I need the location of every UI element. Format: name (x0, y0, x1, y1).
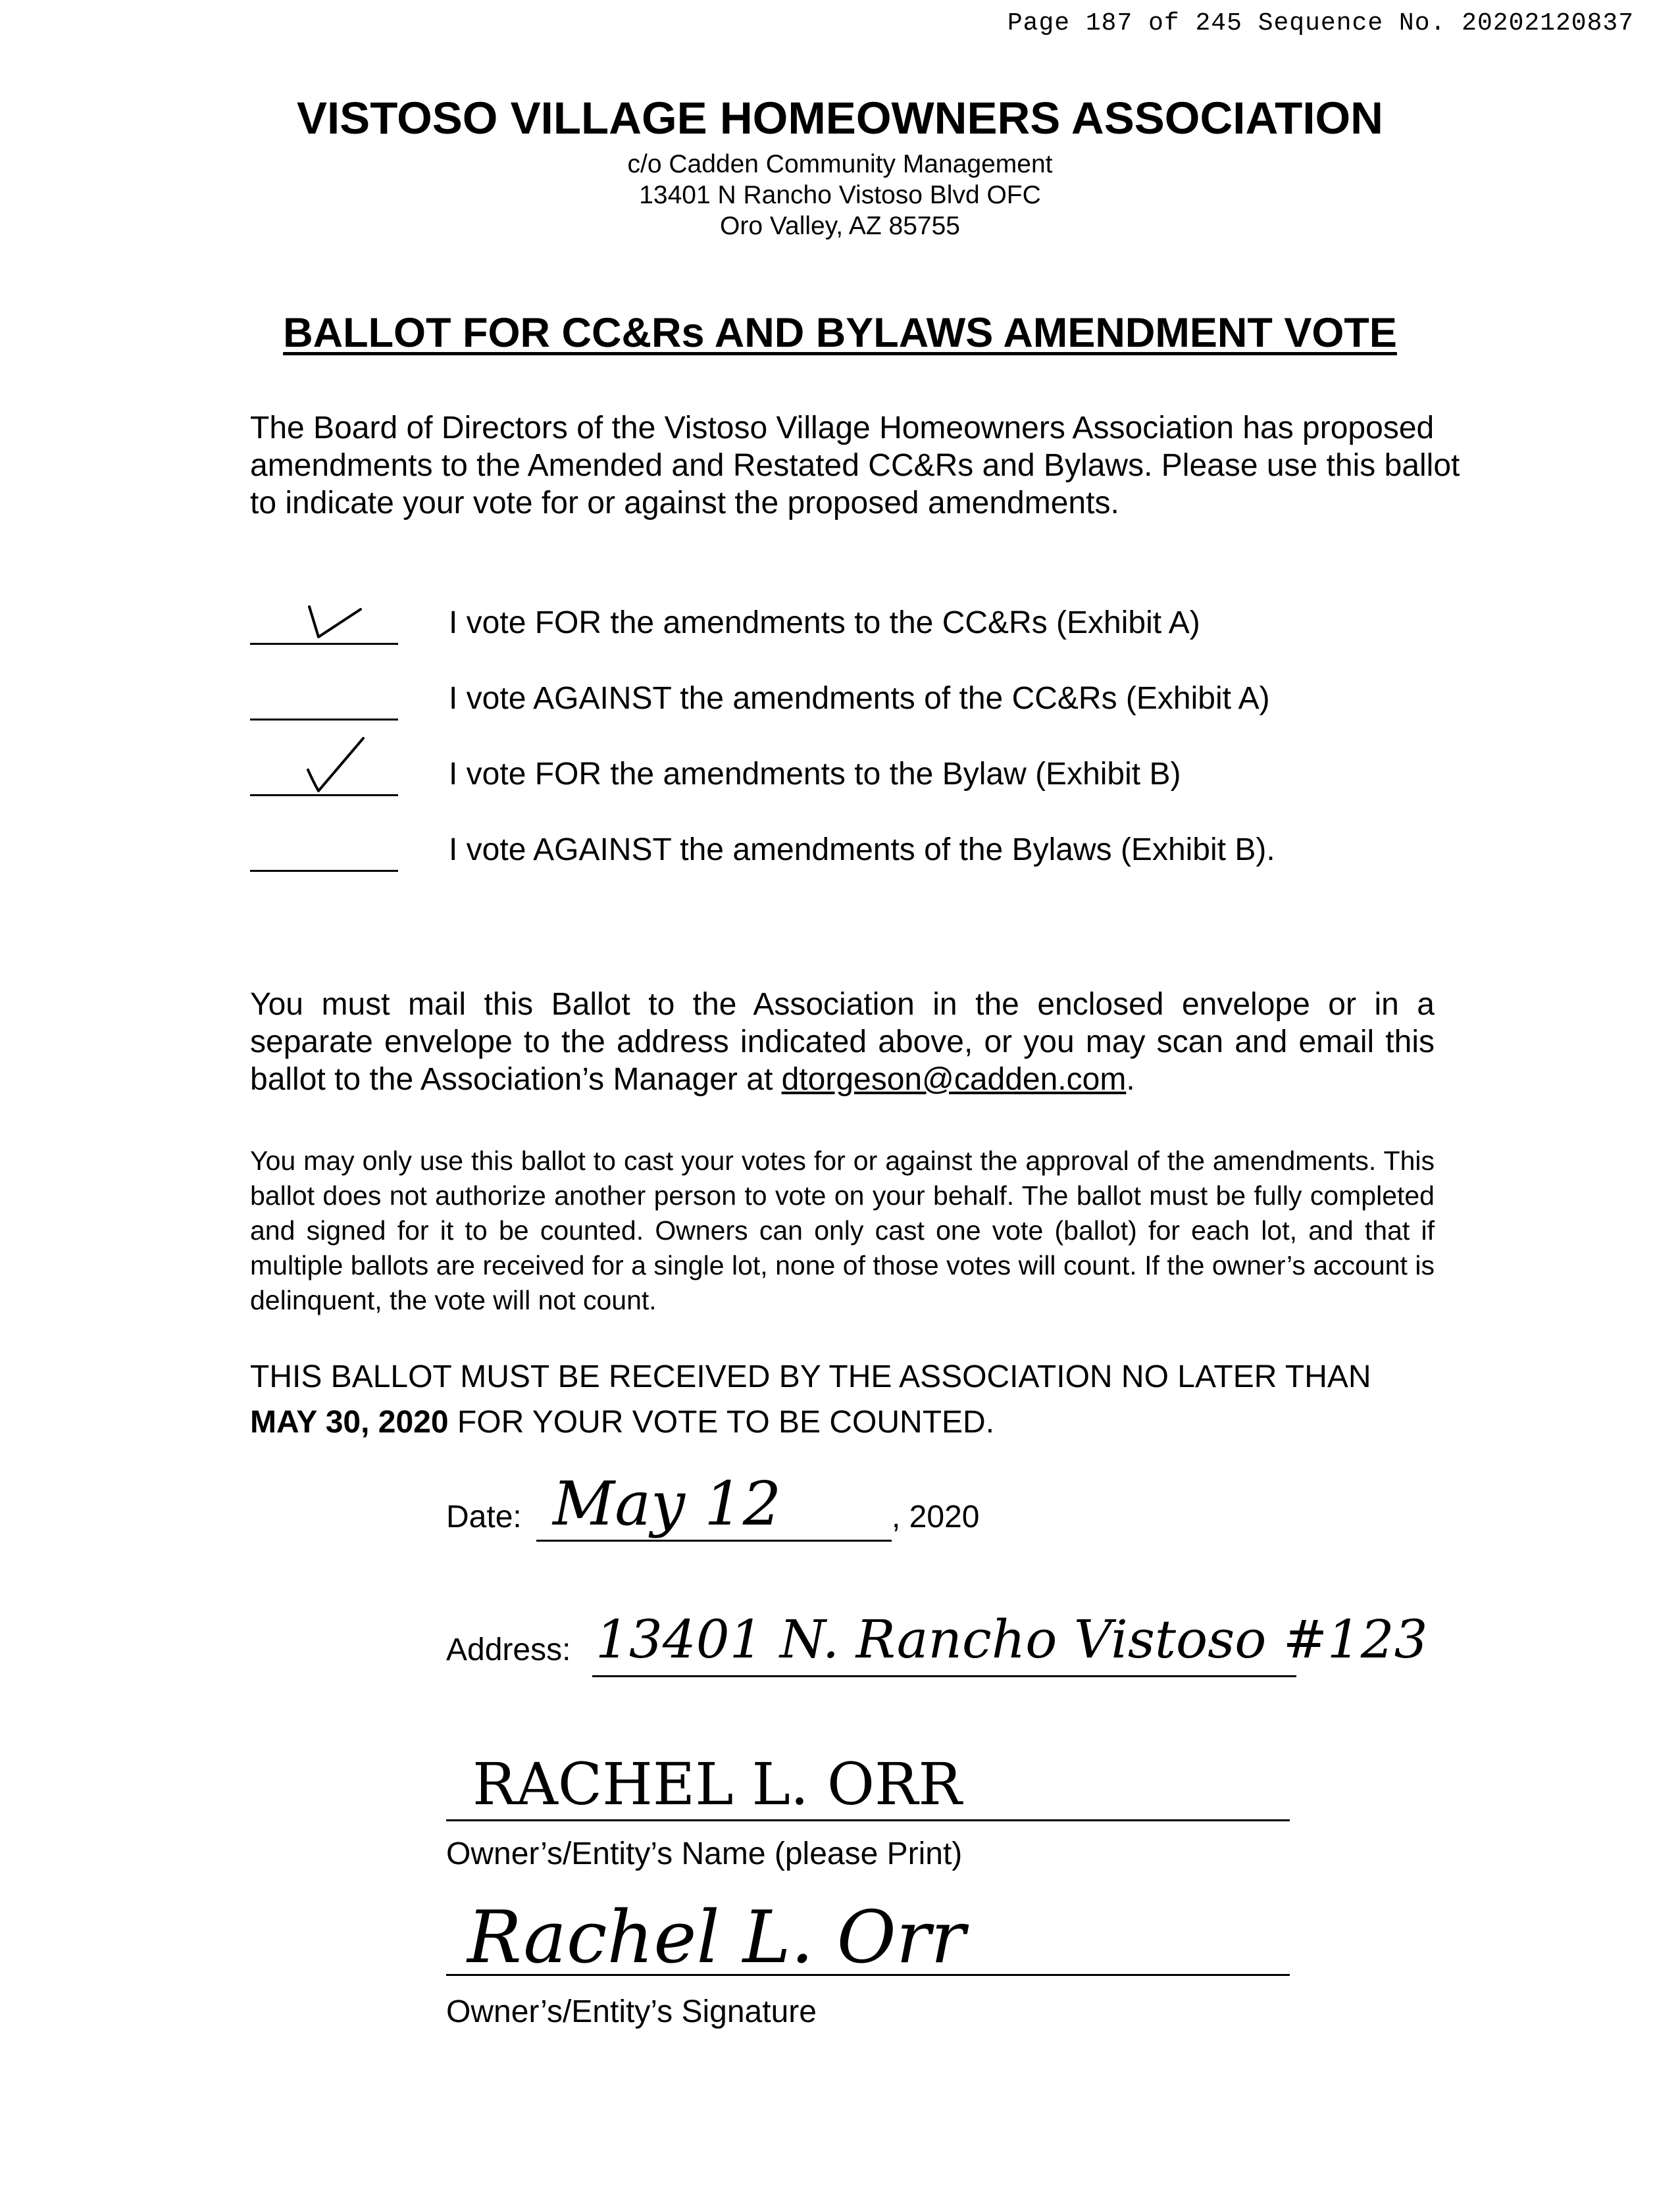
owner-signature-input-line[interactable] (446, 1974, 1290, 1976)
manager-email-link[interactable]: dtorgeson@cadden.com (781, 1062, 1127, 1097)
deadline-notice (250, 1354, 1441, 1445)
mail-instructions-text: You must mail this Ballot to the Association in the enclosed envelope or in a separate envelope to the address indicated above, or you may scan and email this ballot to the Association’s Manager at (250, 987, 1435, 1097)
address-label: Address: (446, 1632, 571, 1667)
mail-instructions-end: . (1126, 1062, 1135, 1097)
page-header: Page 187 of 245 Sequence No. 20202120837 (1007, 9, 1634, 38)
vote-option-label: I vote AGAINST the amendments of the CC&Rs (Exhibit A) (449, 681, 1270, 716)
owner-name-caption: Owner’s/Entity’s Name (please Print) (446, 1836, 963, 1871)
address-input-line[interactable] (592, 1675, 1296, 1677)
association-street: 13401 N Rancho Vistoso Blvd OFC (639, 181, 1041, 209)
vote-option-label: I vote FOR the amendments to the CC&Rs (Exhibit A) (449, 605, 1200, 640)
vote-option-label: I vote FOR the amendments to the Bylaw (Exhibit B) (449, 757, 1181, 792)
vote-option-against-bylaws[interactable] (250, 826, 1566, 872)
vote-option-against-ccrs[interactable] (250, 674, 1566, 720)
checkmark-icon (290, 736, 395, 795)
vote-blank-line[interactable] (250, 870, 398, 872)
vote-option-for-ccrs[interactable] (250, 599, 1566, 645)
date-handwritten-value: May 12 (553, 1469, 782, 1539)
owner-signature-caption: Owner’s/Entity’s Signature (446, 1994, 817, 2029)
intro-paragraph: The Board of Directors of the Vistoso Village Homeowners Association has proposed amendments to the Amended and Restated CC&Rs and Bylaws. Please use this ballot to indicate your vote for or against the proposed amendments. (250, 411, 1460, 520)
association-name: VISTOSO VILLAGE HOMEOWNERS ASSOCIATION (296, 93, 1383, 143)
owner-signature-handwritten: Rachel L. Orr (467, 1895, 965, 1979)
date-input-line[interactable] (536, 1540, 892, 1542)
vote-option-for-bylaws[interactable] (250, 750, 1566, 796)
vote-option-label: I vote AGAINST the amendments of the Bylaws (Exhibit B). (449, 832, 1275, 867)
association-care-of: c/o Cadden Community Management (627, 150, 1053, 178)
checkmark-icon (290, 597, 395, 644)
owner-name-input-line[interactable] (446, 1819, 1290, 1821)
ballot-title: BALLOT FOR CC&Rs AND BYLAWS AMENDMENT VOTE (283, 310, 1397, 356)
association-city-state-zip: Oro Valley, AZ 85755 (720, 212, 960, 240)
date-year-suffix: , 2020 (892, 1500, 980, 1534)
deadline-rest: FOR YOUR VOTE TO BE COUNTED. (448, 1405, 995, 1440)
owner-name-handwritten: RACHEL L. ORR (472, 1750, 962, 1818)
vote-blank-line[interactable] (250, 719, 398, 720)
date-label: Date: (446, 1500, 522, 1534)
deadline-line-2 (250, 1400, 1441, 1445)
deadline-date: MAY 30, 2020 (250, 1405, 449, 1440)
mail-instructions (250, 986, 1435, 1098)
deadline-line-1: THIS BALLOT MUST BE RECEIVED BY THE ASSOCIATION NO LATER THAN (250, 1359, 1371, 1394)
address-handwritten-value: 13401 N. Rancho Vistoso #123 (596, 1609, 1428, 1670)
rules-paragraph: You may only use this ballot to cast your votes for or against the approval of the amendments. This ballot does not authorize another person to vote on your behalf. The ballot must be fully completed and signed for it to be counted. Owners can only cast one vote (ballot) for each lot, and that if multiple ballots are received for a single lot, none of those votes will count. If the owner’s account is delinquent, the vote will not count. (250, 1146, 1435, 1315)
